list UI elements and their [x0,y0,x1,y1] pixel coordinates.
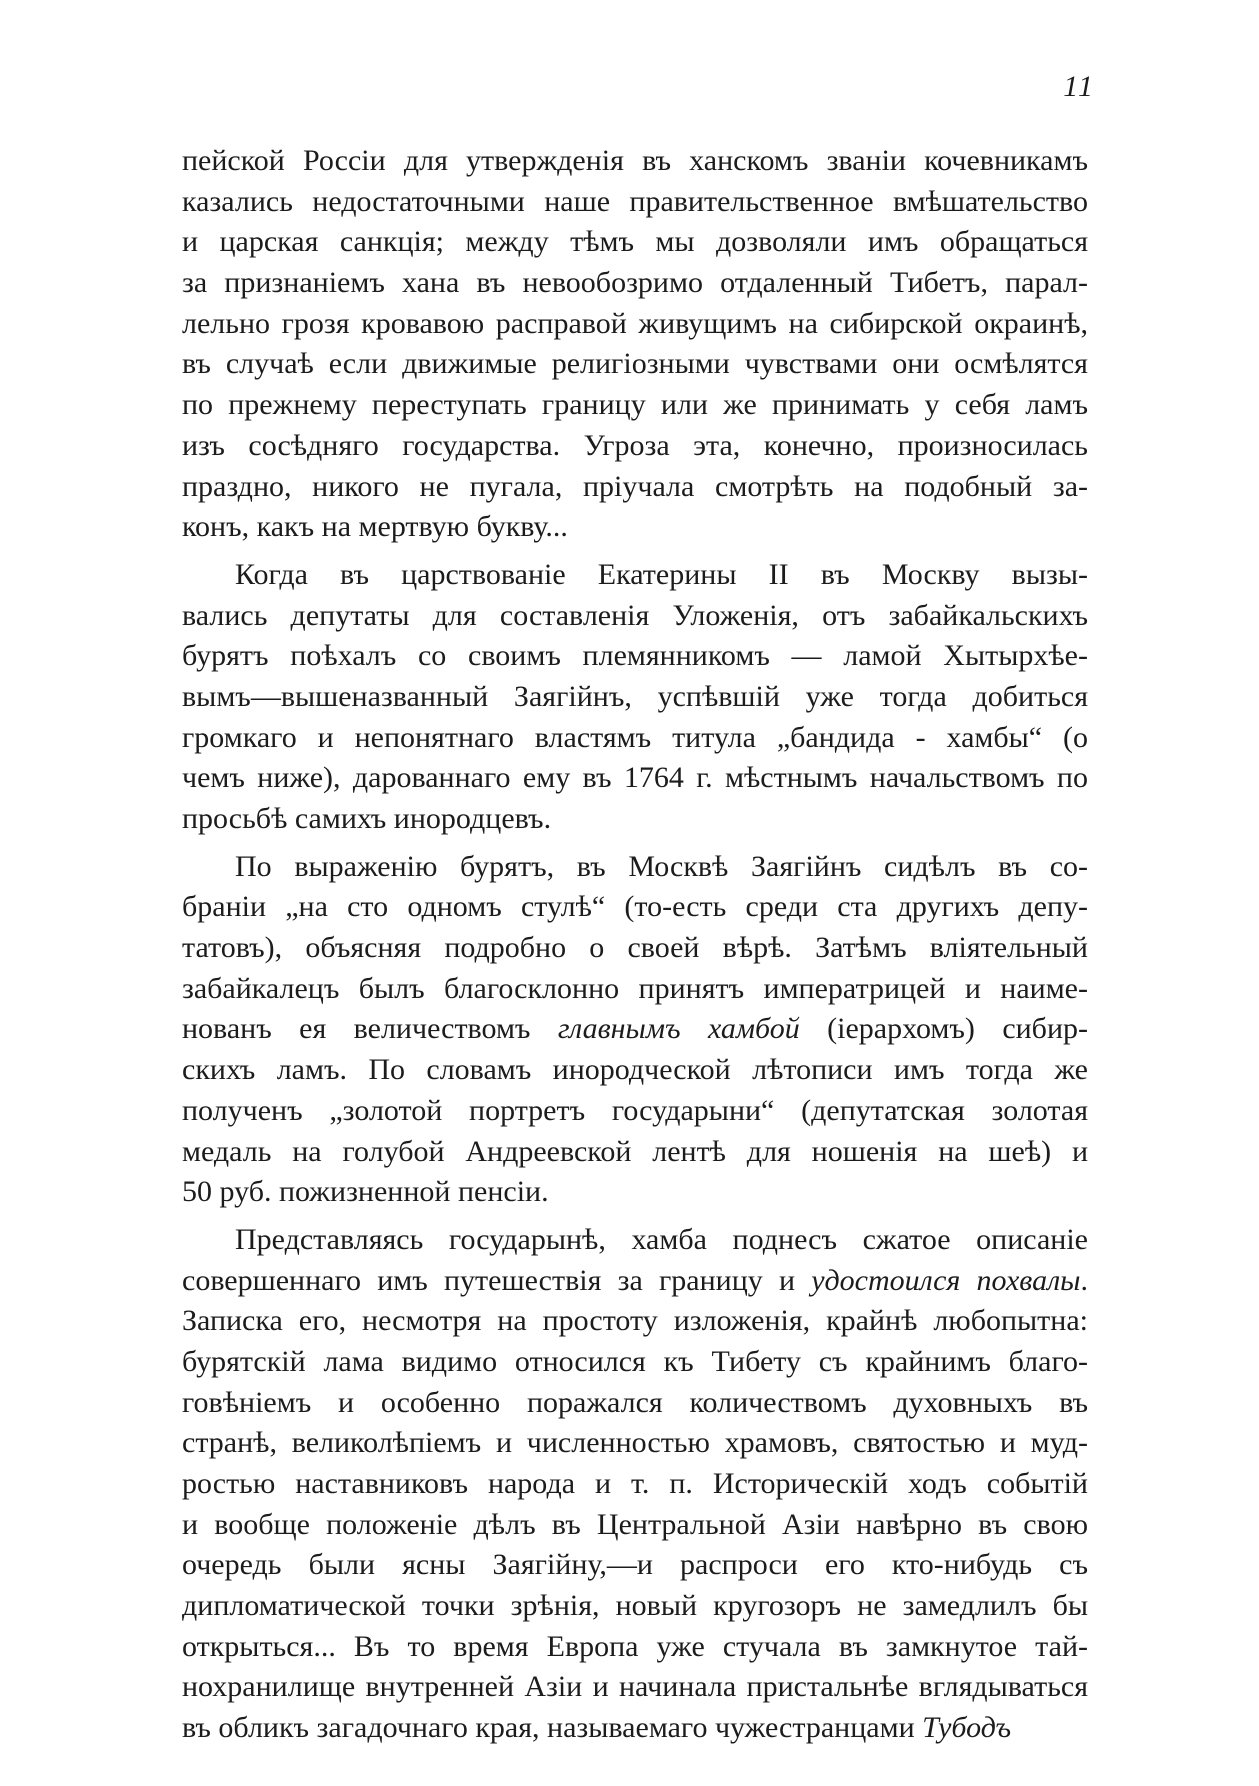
italic-phrase: главнымъ хамбой [557,1012,800,1046]
text-line: изъ сосѣдняго государства. Угроза эта, конечно, произносилась [182,428,1088,462]
text-line: браніи „на сто одномъ стулѣ“ (то-есть среди ста другихъ депу- [182,890,1088,924]
text-line: казались недостаточными наше правительственное вмѣшательство [182,184,1088,218]
text-line: и царская санкція; между тѣмъ мы дозволяли имъ обращаться [182,225,1088,259]
paragraph-gap [182,840,1088,847]
text-line: въ обликъ загадочнаго края, называемаго чужестранцами Тубодъ [182,1711,1012,1745]
text-line: татовъ), объясняя подробно о своей вѣрѣ. Затѣмъ вліятельный [182,931,1088,965]
text-line: Когда въ царствованіе Екатерины II въ Москву вызы- [235,557,1088,591]
paragraph [182,555,1088,840]
text-line: нованъ ея величествомъ главнымъ хамбой (іерархомъ) сибир- [182,1012,1088,1046]
text-line: скихъ ламъ. По словамъ инородческой лѣтописи имъ тогда же [182,1053,1088,1087]
italic-phrase: удостоился похвалы [811,1263,1081,1297]
text-line: Представляясь государынѣ, хамба поднесъ сжатое описаніе [235,1222,1088,1256]
text-line: нохранилище внутренней Азіи и начинала пристальнѣе вглядываться [182,1670,1088,1704]
text-line: праздно, никого не пугала, пріучала смотрѣть на подобный за- [182,469,1088,503]
text-line: медаль на голубой Андреевской лентѣ для ношенія на шеѣ) и [182,1134,1088,1168]
text-line: полученъ „золотой портретъ государыни“ (депутатская золотая [182,1093,1088,1127]
text-line: конъ, какъ на мертвую букву... [182,510,568,544]
text-line: чемъ ниже), дарованнаго ему въ 1764 г. мѣстнымъ начальствомъ по [182,761,1088,795]
text-line: открыться... Въ то время Европа уже стучала въ замкнутое тай- [182,1629,1088,1663]
text-line: По выраженію бурятъ, въ Москвѣ Заягійнъ сидѣлъ въ со- [235,849,1088,883]
text-line: по прежнему переступать границу или же принимать у себя ламъ [182,388,1088,422]
paragraph [182,1220,1088,1749]
text-line: Записка его, несмотря на простоту изложенія, крайнѣ любопытна: [182,1304,1088,1338]
text-line: громкаго и непонятнаго властямъ титула „бандида - хамбы“ (о [182,720,1088,754]
text-line: вымъ—вышеназванный Заягійнъ, успѣвшій уже тогда добиться [182,679,1088,713]
text-line: вались депутаты для составленія Уложенія, отъ забайкальскихъ [182,598,1088,632]
paragraph-gap [182,1213,1088,1220]
text-line: совершеннаго имъ путешествія за границу и удостоился похвалы. [182,1263,1088,1297]
italic-phrase: Тубодъ [922,1711,1012,1745]
paragraph-gap [182,548,1088,555]
text-line: и вообще положеніе дѣлъ въ Центральной Азіи навѣрно въ свою [182,1507,1088,1541]
text-line: говѣніемъ и особенно поражался количествомъ духовныхъ въ [182,1385,1088,1419]
text-line: странѣ, великолѣпіемъ и численностью храмовъ, святостью и муд- [182,1426,1088,1460]
page-text [182,141,1088,1749]
paragraph [182,141,1088,548]
page-number: 11 [1063,70,1095,103]
paragraph [182,847,1088,1213]
text-line: очередь были ясны Заягійну,—и распроси его кто-нибудь съ [182,1548,1088,1582]
text-line: ростью наставниковъ народа и т. п. Историческій ходъ событій [182,1467,1088,1500]
text-line: дипломатической точки зрѣнія, новый кругозоръ не замедлилъ бы [182,1589,1088,1623]
text-line: за признаніемъ хана въ невообозримо отдаленный Тибетъ, парал- [182,266,1088,300]
text-line: забайкалецъ былъ благосклонно принятъ императрицей и наиме- [182,971,1088,1005]
text-line: просьбѣ самихъ инородцевъ. [182,802,552,835]
text-line: лельно грозя кровавою расправой живущимъ на сибирской окраинѣ, [182,306,1088,340]
text-line: въ случаѣ если движимые религіозными чувствами они осмѣлятся [182,347,1088,381]
text-line: 50 руб. пожизненной пенсіи. [182,1175,549,1209]
text-line: пейской Россіи для утвержденія въ ханскомъ званіи кочевникамъ [182,144,1088,177]
text-line: бурятскій лама видимо относился къ Тибету съ крайнимъ благо- [182,1344,1088,1378]
text-line: бурятъ поѣхалъ со своимъ племянникомъ — ламой Хытырхѣе- [182,639,1088,673]
